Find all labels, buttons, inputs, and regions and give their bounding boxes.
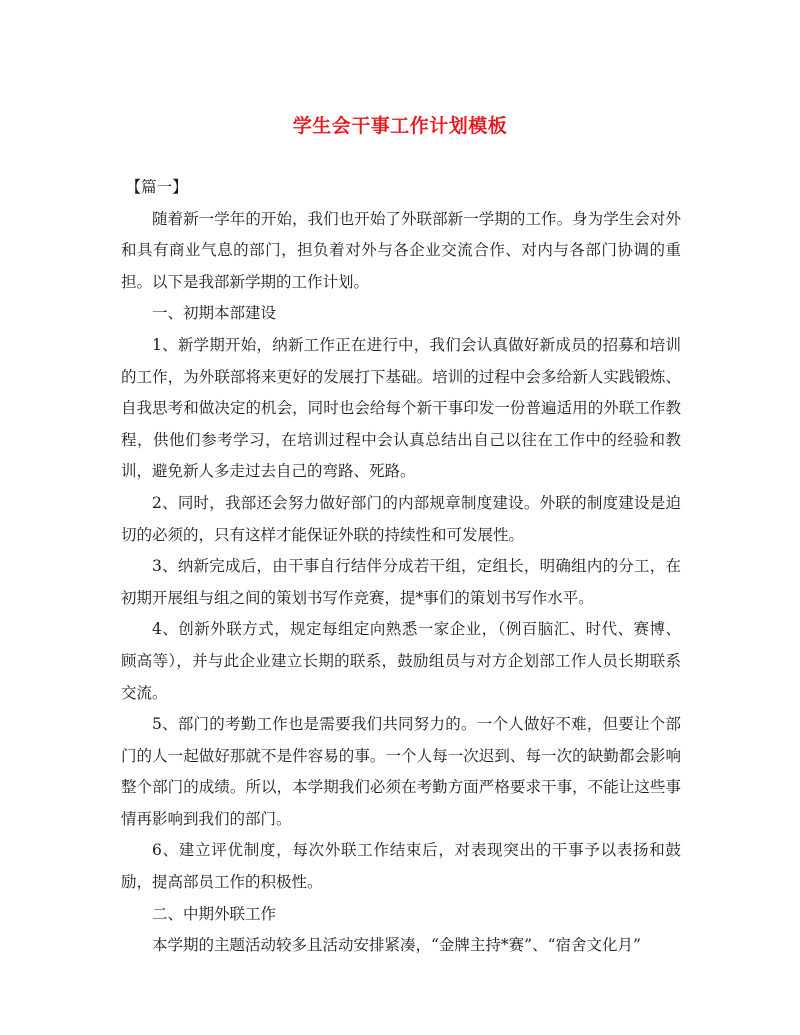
heading-initial-construction: 一、初期本部建设	[152, 304, 277, 323]
document-body	[121, 172, 681, 962]
paragraph-item-4: 4、创新外联方式，规定每组定向熟悉一家企业，（例百脑汇、时代、赛博、顾高等），并与此企业建立长期的联系，鼓励组员与对方企划部工作人员长期联系交流。	[121, 620, 681, 702]
paragraph-item-5: 5、部门的考勤工作也是需要我们共同努力的。一个人做好不难，但要让个部门的人一起做好那就不是件容易的事。一个人每一次迟到、每一次的缺勤都会影响整个部门的成绩。所以，本学期我们必须在考勤方面严格要求干事，不能让这些事情再影响到我们的部门。	[121, 715, 681, 828]
paragraph-item-3: 3、纳新完成后，由干事自行结伴分成若干组，定组长，明确组内的分工，在初期开展组与组之间的策划书写作竞赛，提*事们的策划书写作水平。	[121, 557, 681, 607]
paragraph-item-6: 6、建立评优制度，每次外联工作结束后，对表现突出的干事予以表扬和鼓励，提高部员工作的积极性。	[121, 841, 681, 892]
paragraph-item-2: 2、同时，我部还会努力做好部门的内部规章制度建设。外联的制度建设是迫切的必须的，只有这样才能保证外联的持续性和可发展性。	[121, 493, 681, 544]
paragraph-intro: 随着新一学年的开始，我们也开始了外联部新一学期的工作。身为学生会对外和具有商业气息的部门，担负着对外与各企业交流合作、对内与各部门协调的重担。以下是我部新学期的工作计划。	[121, 209, 681, 291]
paragraph-item-1: 1、新学期开始，纳新工作正在进行中，我们会认真做好新成员的招募和培训的工作，为外联部将来更好的发展打下基础。培训的过程中会多给新人实践锻炼、自我思考和做决定的机会，同时也会给每个新干事印发一份普遍适用的外联工作教程，供他们参考学习，在培训过程中会认真总结出自己以往在工作中的经验和教训，避免新人多走过去自己的弯路、死路。	[121, 335, 681, 481]
paragraph-mid-term-intro: 本学期的主题活动较多且活动安排紧凑，“金牌主持*赛”、“宿舍文化月”	[152, 936, 641, 955]
heading-mid-term-work: 二、中期外联工作	[152, 904, 277, 923]
document-title: 学生会干事工作计划模板	[292, 115, 508, 137]
section-label: 【篇一】	[125, 178, 188, 196]
